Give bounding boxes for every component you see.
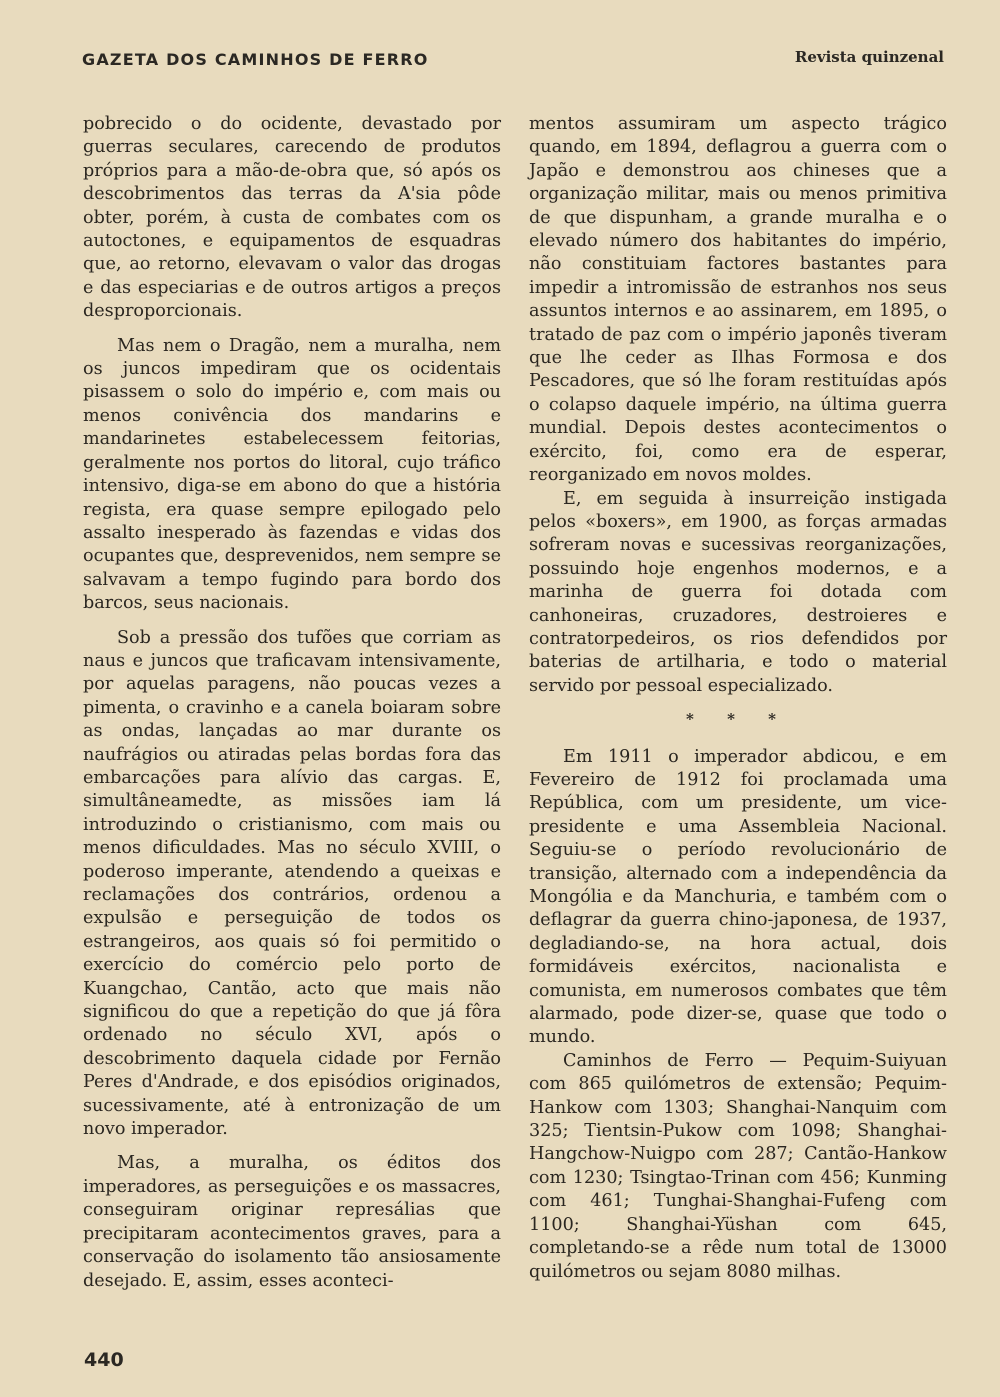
paragraph: Sob a pressão dos tufões que corriam as naus e juncos que traficavam intensivamente, por aquelas paragens, não poucas vezes a pimenta, o cravinho e a canela boiaram sobre as ondas, lançadas ao mar durante os naufrágios ou atiradas pelas bordas fora das embarcações para alívio das cargas. E, simultâneamedte, as missões iam lá introduzindo o cristianismo, com mais ou menos dificuldades. Mas no século XVIII, o poderoso imperante, atendendo a queixas e reclamações dos contrários, ordenou a expulsão e perseguição de todos os estrangeiros, aos quais só foi permitido o exercício do comércio pelo porto de Kuangchao, Cantão, acto que mais não significou do que a repetição do que já fôra ordenado no século XVI, após o descobrimento daquela cidade por Fernão Peres d'Andrade, e dos episódios originados, sucessivamente, até à entronização de um novo imperador. <box>83 627 501 1140</box>
left-column <box>83 113 501 1293</box>
page-number: 440 <box>84 1349 124 1371</box>
paragraph: Em 1911 o imperador abdicou, e em Fevereiro de 1912 foi proclamada uma República, com um presidente, um vice-presidente e uma Assembleia Nacional. Seguiu-se o período revolucionário de transição, alternado com a independência da Mongólia e da Manchuria, e também com o deflagrar da guerra chino-japonesa, de 1937, degladiando-se, na hora actual, dois formidáveis exércitos, nacionalista e comunista, em numerosos combates que têm alarmado, pode dizer-se, quase que todo o mundo. <box>529 746 947 1048</box>
running-title: GAZETA DOS CAMINHOS DE FERRO <box>82 50 429 69</box>
paragraph: Mas, a muralha, os éditos dos imperadores, as perseguições e os massacres, conseguiram originar represálias que precipitaram acontecimentos graves, para a conservação do isolamento tão ansiosamente desejado. E, assim, esses aconteci- <box>83 1153 501 1291</box>
paragraph: mentos assumiram um aspecto trágico quando, em 1894, deflagrou a guerra com o Japão e demonstrou aos chineses que a organização militar, mais ou menos primitiva de que dispunham, a grande muralha e o elevado número dos habitantes do império, não constituiam factores bastantes para impedir a intromissão de estranhos nos seus assuntos internos e ao assinarem, em 1895, o tratado de paz com o império japonês tiveram que lhe ceder as Ilhas Formosa e dos Pescadores, que só lhe foram restituídas após o colapso daquele império, na última guerra mundial. Depois destes acontecimentos o exército, foi, como era de esperar, reorganizado em novos moldes. <box>529 114 947 486</box>
paragraph: Mas nem o Dragão, nem a muralha, nem os juncos impediram que os ocidentais pisassem o solo do império e, com mais ou menos conivência dos mandarins e mandarinetes estabelecessem feitorias, geralmente nos portos do litoral, cujo tráfico intensivo, diga-se em abono do que a história regista, era quase sempre epilogado pelo assalto inesperado às fazendas e vidas dos ocupantes que, desprevenidos, nem sempre se salvavam a tempo fugindo para bordo dos barcos, seus nacionais. <box>83 335 501 614</box>
paragraph: Caminhos de Ferro — Pequim-Suiyuan com 865 quilómetros de extensão; Pequim-Hankow com 1303; Shanghai-Nanquim com 325; Tientsin-Pukow com 1098; Shanghai-Hangchow-Nuigpo com 287; Cantão-Hankow com 1230; Tsingtao-Trinan com 456; Kunming com 461; Tunghai-Shanghai-Fufeng com 1100; Shanghai-Yüshan com 645, completando-se a rêde num total de 13000 quilómetros ou sejam 8080 milhas. <box>529 1050 947 1282</box>
right-column <box>529 113 947 1284</box>
paragraph: E, em seguida à insurreição instigada pelos «boxers», em 1900, as forças armadas sofreram novas e sucessivas reorganizações, possuindo hoje engenhos modernos, e a marinha de guerra foi dotada com canhoneiras, cruzadores, destroieres e contratorpedeiros, os rios defendidos por baterias de artilharia, e todo o material servido por pessoal especializado. <box>529 488 947 696</box>
section-separator: * * * <box>686 710 790 729</box>
paragraph: pobrecido o do ocidente, devastado por guerras seculares, carecendo de produtos próprios para a mão-de-obra que, só após os descobrimentos das terras da A'sia pôde obter, porém, à custa de combates com os autoctones, e equipamentos de esquadras que, ao retorno, elevavam o valor das drogas e das especiarias e de outros artigos a preços desproporcionais. <box>83 114 501 322</box>
running-tag: Revista quinzenal <box>794 48 944 66</box>
